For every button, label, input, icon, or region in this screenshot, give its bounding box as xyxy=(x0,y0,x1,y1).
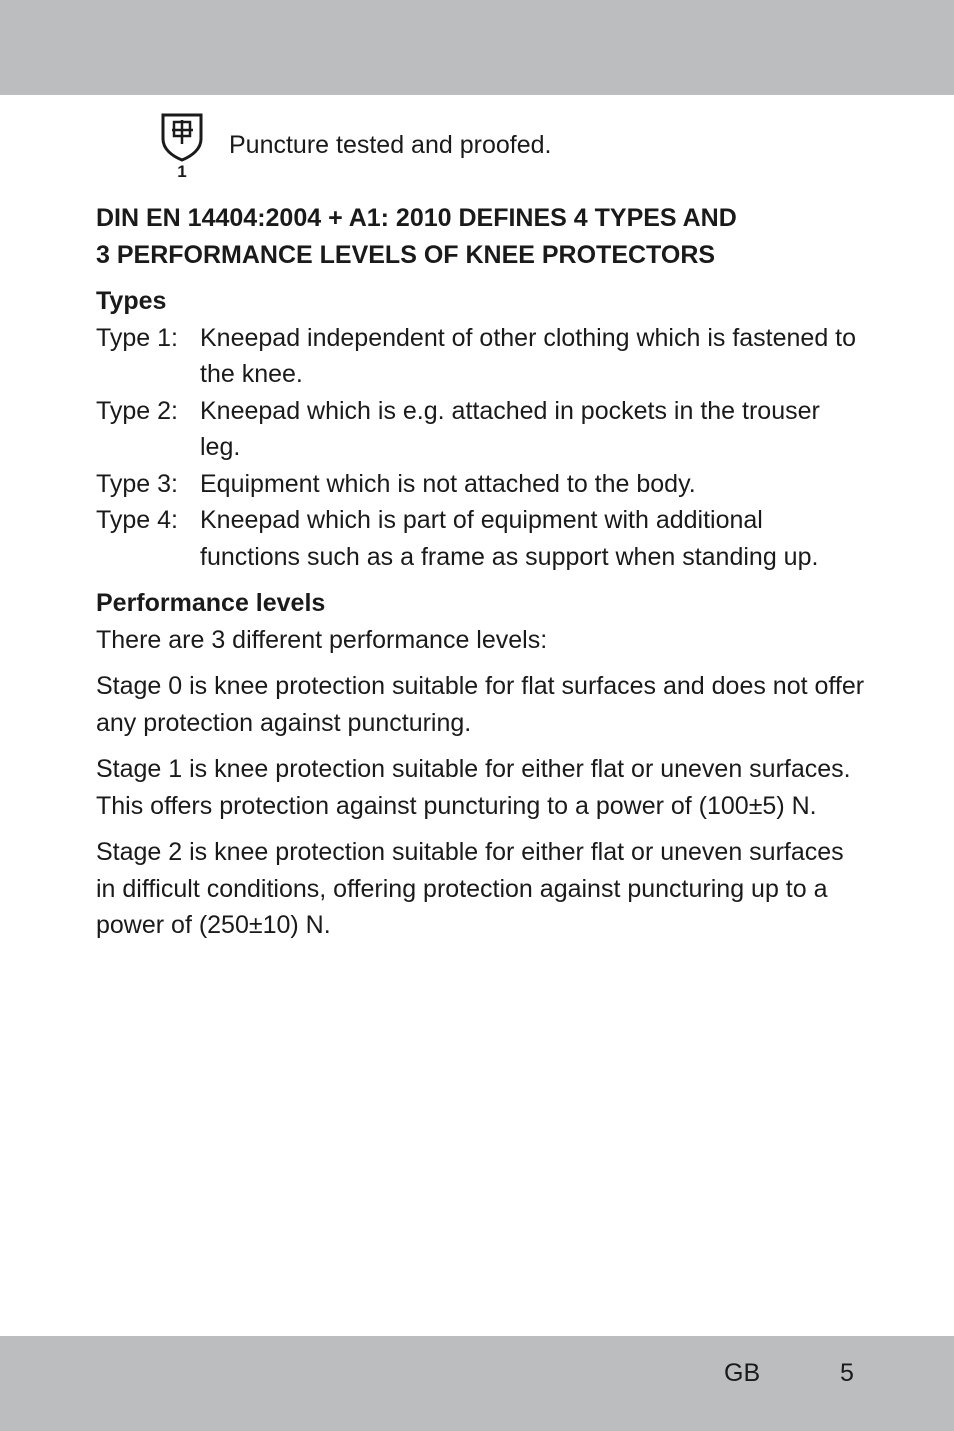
types-title: Types xyxy=(96,287,167,315)
footer-language: GB xyxy=(724,1359,761,1387)
type-item xyxy=(96,502,866,575)
type-label: Type 1: xyxy=(96,323,178,352)
heading-line-1: DIN EN 14404:2004 + A1: 2010 DEFINES 4 TYPES AND xyxy=(96,204,737,232)
document-body xyxy=(96,200,866,944)
type-label: Type 3: xyxy=(96,469,178,498)
performance-title: Performance levels xyxy=(96,589,326,617)
type-text: Kneepad which is e.g. attached in pockets in the trouser leg. xyxy=(200,396,820,461)
puncture-shield-icon xyxy=(160,112,204,162)
header-band xyxy=(0,0,954,95)
footer-band xyxy=(0,1336,954,1431)
type-label: Type 2: xyxy=(96,396,178,425)
stage-2-text: Stage 2 is knee protection suitable for either flat or uneven surfaces in difficult conditions, offering protection against puncturing up to a power of (250±10) N. xyxy=(96,838,844,939)
type-text: Kneepad which is part of equipment with additional functions such as a frame as support when standing up. xyxy=(200,506,819,571)
type-item xyxy=(96,466,866,503)
page-number: 5 xyxy=(840,1359,854,1387)
type-text: Kneepad independent of other clothing which is fastened to the knee. xyxy=(200,323,857,388)
stage-0-text: Stage 0 is knee protection suitable for flat surfaces and does not offer any protection against puncturing. xyxy=(96,672,865,737)
section-heading xyxy=(96,200,866,273)
puncture-symbol xyxy=(160,112,208,184)
type-label: Type 4: xyxy=(96,506,178,534)
performance-intro: There are 3 different performance levels: xyxy=(96,625,548,654)
stage-1-text: Stage 1 is knee protection suitable for either flat or uneven surfaces. This offers protection against puncturing to a power of (100±5) N. xyxy=(96,755,851,820)
type-text: Equipment which is not attached to the body. xyxy=(200,469,696,498)
type-item xyxy=(96,320,866,393)
type-item xyxy=(96,393,866,466)
symbol-caption: Puncture tested and proofed. xyxy=(229,131,552,159)
heading-line-2: 3 PERFORMANCE LEVELS OF KNEE PROTECTORS xyxy=(96,240,716,269)
symbol-level: 1 xyxy=(177,162,187,181)
